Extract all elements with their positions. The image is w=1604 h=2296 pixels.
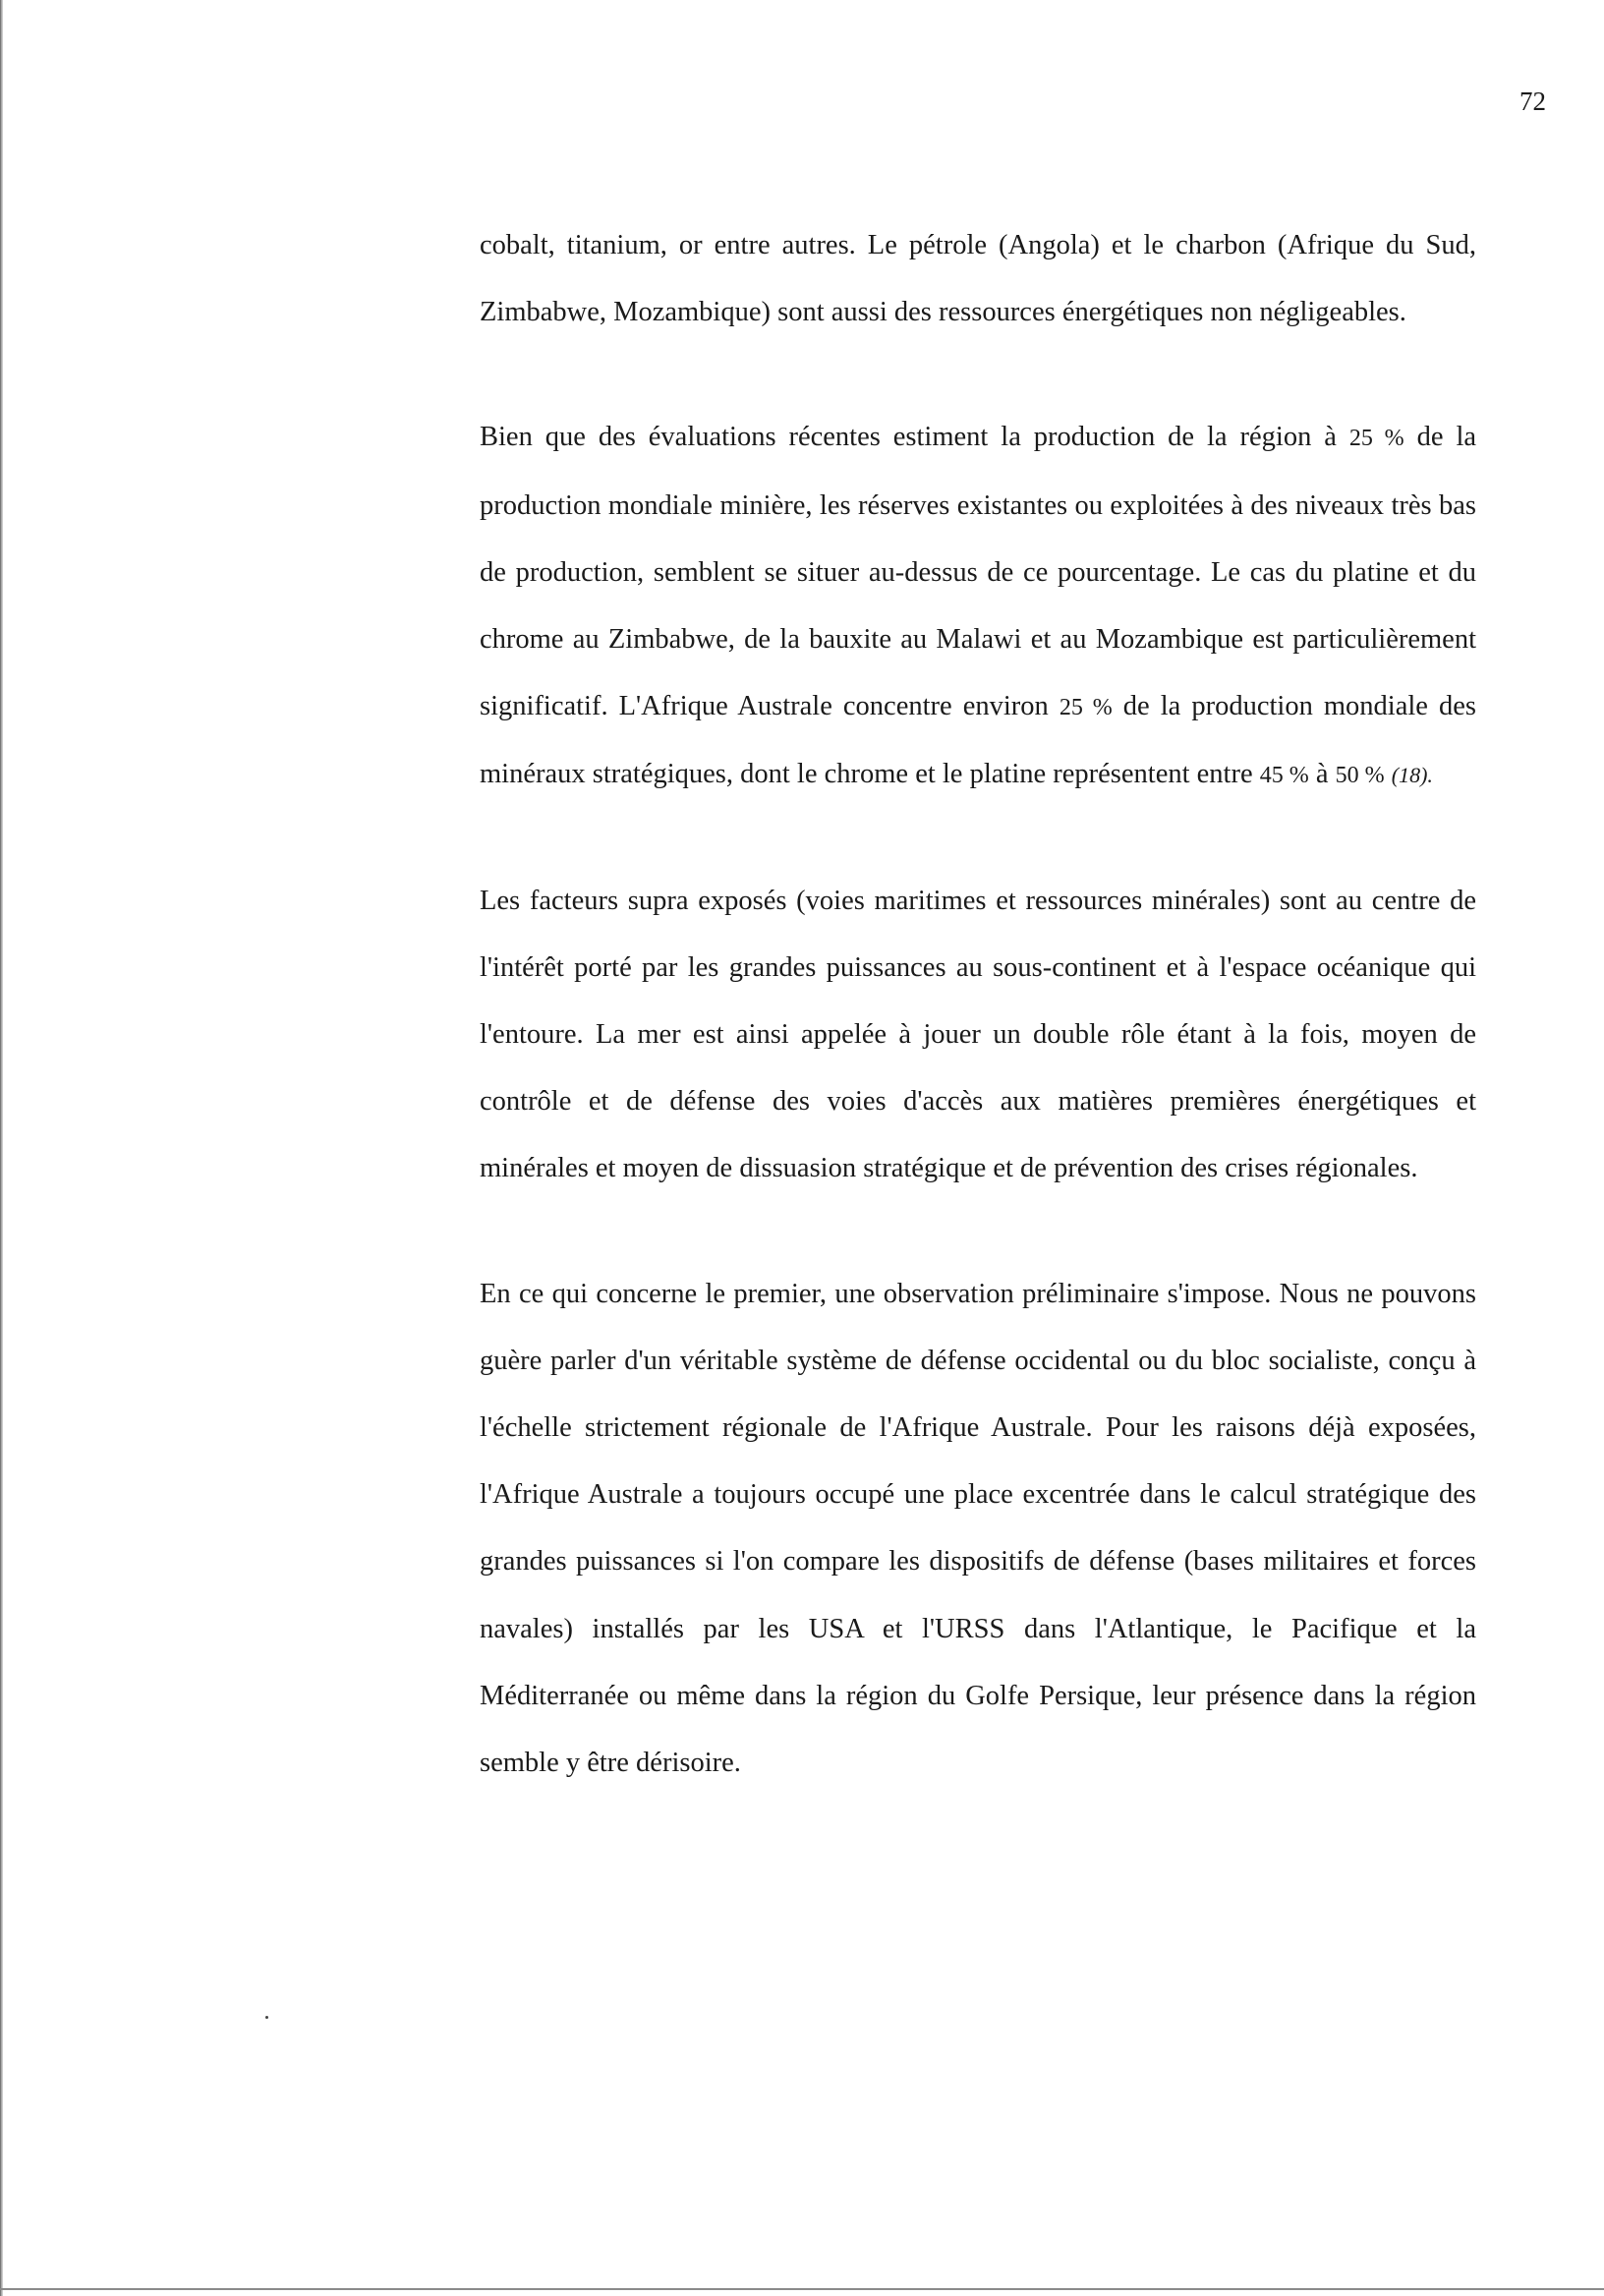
paragraph-2-text-b: de la production mondiale minière, les réserves existantes ou exploitées à des niveaux très bas de production, semblent se situer au-dessus de ce pourcentage. Le cas du platine et du chrome au Zimbabwe, de la bauxite au Malawi et au Mozambique est particulièrement significatif. L'Afrique Australe concentre environ [480,422,1477,722]
paragraph-2-text-c: de la production mondiale des minéraux stratégiques, dont le chrome et le platine représentent entre [480,691,1476,790]
paragraph-4: En ce qui concerne le premier, une observation préliminaire s'impose. Nous ne pouvons guère parler d'un véritable système de défense occidental ou du bloc socialiste, conçu à l'échelle strictement régionale de l'Afrique Australe. Pour les raisons déjà exposées, l'Afrique Australe a toujours occupé une place excentrée dans le calcul stratégique des grandes puissances si l'on compare les dispositifs de défense (bases militaires et forces navales) installés par les USA et l'URSS dans l'Atlantique, le Pacifique et la Méditerranée ou même dans la région du Golfe Persique, leur présence dans la région semble y être dérisoire. [480,1278,1476,1779]
scan-speck [265,2016,268,2019]
figure-50-percent: 50 % [1335,763,1385,789]
page-number: 72 [1519,86,1546,116]
figure-45-percent: 45 % [1259,763,1309,789]
paragraph-1: cobalt, titanium, or entre autres. Le pétrole (Angola) et le charbon (Afrique du Sud, Zimbabwe, Mozambique) sont aussi des ressources énergétiques non négligeables. [480,230,1476,328]
scan-edge-bottom [0,2288,1604,2290]
paragraph-2 [480,404,1476,809]
scan-edge-left [0,0,3,2296]
paragraph-3: Les facteurs supra exposés (voies maritimes et ressources minérales) sont au centre de l'intérêt porté par les grandes puissances au sous-continent et à l'espace océanique qui l'entoure. La mer est ainsi appelée à jouer un double rôle étant à la fois, moyen de contrôle et de défense des voies d'accès aux matières premières énergétiques et minérales et moyen de dissuasion stratégique et de prévention des crises régionales. [480,885,1476,1184]
paragraph-2-text-a: Bien que des évaluations récentes estiment la production de la région à [480,422,1349,453]
paragraph-2-text-d: à [1308,759,1336,790]
body-text [480,212,1476,1797]
footnote-reference: (18). [1391,763,1433,788]
figure-25-percent: 25 % [1348,426,1404,452]
figure-25-percent-strategic: 25 % [1059,695,1113,721]
